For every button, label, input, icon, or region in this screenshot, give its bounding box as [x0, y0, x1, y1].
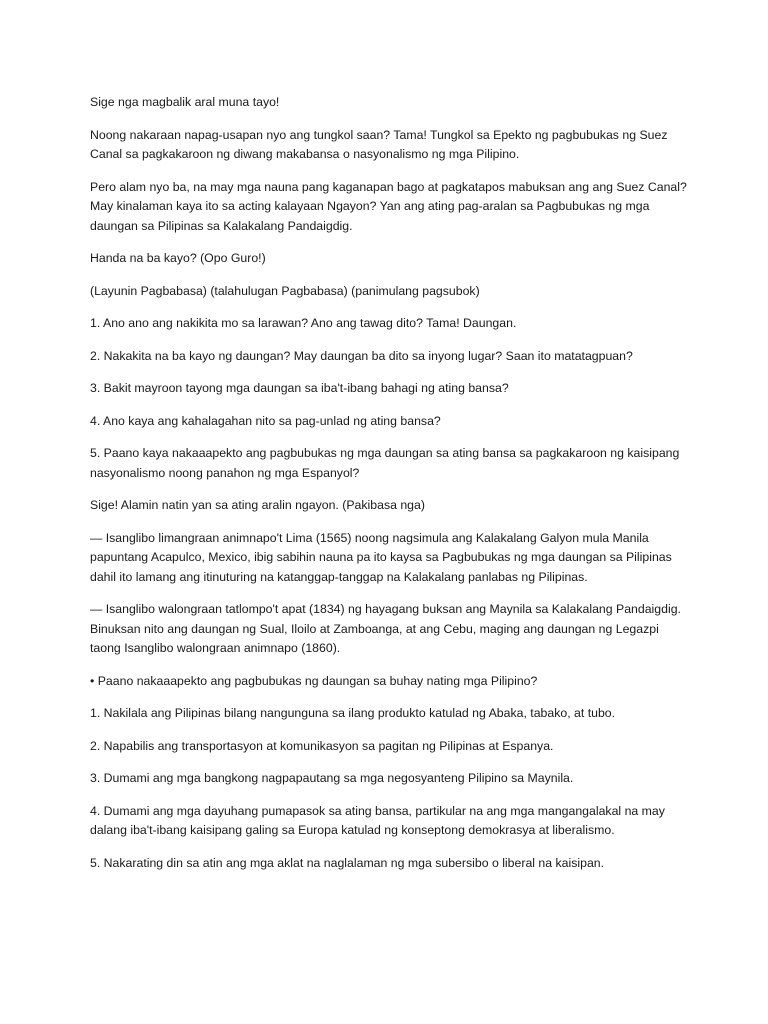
history-item: — Isanglibo walongraan tatlompo't apat (1834) ng hayagang buksan ang Maynila sa Kalakalang Pandaigdig. Binuksan nito ang daungan ng Sual, Iloilo at Zamboanga, at ang Cebu, maging ang daungan ng Legazpi taong Isanglibo walongraan animnapo (1860).	[90, 602, 681, 655]
bullet-question: • Paano nakaaapekto ang pagbubukas ng daungan sa buhay nating mga Pilipino?	[90, 673, 538, 688]
document-page	[90, 93, 690, 886]
effect-item: 4. Dumami ang mga dayuhang pumapasok sa ating bansa, partikular na ang mga mangangalakal na may dalang iba't-ibang kaisipang galing sa Europa katulad ng konseptong demokrasya at liberalismo.	[90, 803, 665, 837]
paragraph-intro: Sige nga magbalik aral muna tayo!	[90, 95, 280, 109]
question-item: 3. Bakit mayroon tayong mga daungan sa iba't-ibang bahagi ng ating bansa?	[90, 381, 509, 395]
question-item: 5. Paano kaya nakaaapekto ang pagbubukas ng mga daungan sa ating bansa sa pagkakaroon ng kaisipang nasyonalismo noong panahon ng mga Espanyol?	[90, 446, 680, 480]
question-item: 1. Ano ano ang nakikita mo sa larawan? Ano ang tawag dito? Tama! Daungan.	[90, 316, 517, 330]
effect-item: 5. Nakarating din sa atin ang mga aklat na naglalaman ng mga subersibo o liberal na kaisipan.	[90, 855, 605, 870]
effect-item: 3. Dumami ang mga bangkong nagpapautang sa mga negosyanteng Pilipino sa Maynila.	[90, 771, 574, 785]
effect-item: 2. Napabilis ang transportasyon at komunikasyon sa pagitan ng Pilipinas at Espanya.	[90, 738, 554, 753]
paragraph-review: Noong nakaraan napag-usapan nyo ang tungkol saan? Tama! Tungkol sa Epekto ng pagbubukas ng Suez Canal sa pagkakaroon ng diwang makabansa o nasyonalismo ng mga Pilipino.	[90, 127, 668, 161]
paragraph-ready: Handa na ba kayo? (Opo Guro!)	[90, 251, 266, 265]
question-item: 4. Ano kaya ang kahalagahan nito sa pag-unlad ng ating bansa?	[90, 413, 441, 428]
paragraph-sections: (Layunin Pagbabasa) (talahulugan Pagbabasa) (panimulang pagsubok)	[90, 283, 480, 298]
history-item: — Isanglibo limangraan animnapo't Lima (1565) noong nagsimula ang Kalakalang Galyon mula Manila papuntang Acapulco, Mexico, ibig sabihin nauna pa ito kaysa sa Pagbubukas ng mga daungan sa Pilipinas dahil ito lamang ang itinuturing na katanggap-tanggap na Kalakalang panlabas ng Pilipinas.	[90, 530, 672, 584]
question-item: 2. Nakakita na ba kayo ng daungan? May daungan ba dito sa inyong lugar? Saan ito matatagpuan?	[90, 348, 633, 363]
effect-item: 1. Nakilala ang Pilipinas bilang nangunguna sa ilang produkto katulad ng Abaka, tabako, at tubo.	[90, 706, 616, 720]
paragraph-transition: Sige! Alamin natin yan sa ating aralin ngayon. (Pakibasa nga)	[90, 498, 425, 512]
paragraph-context: Pero alam nyo ba, na may mga nauna pang kaganapan bago at pagkatapos mabuksan ang ang Suez Canal? May kinalaman kaya ito sa acting kalayaan Ngayon? Yan ang ating pag-aralan sa Pagbubukas ng mga daungan sa Pilipinas sa Kalakalang Pandaigdig.	[90, 179, 687, 233]
